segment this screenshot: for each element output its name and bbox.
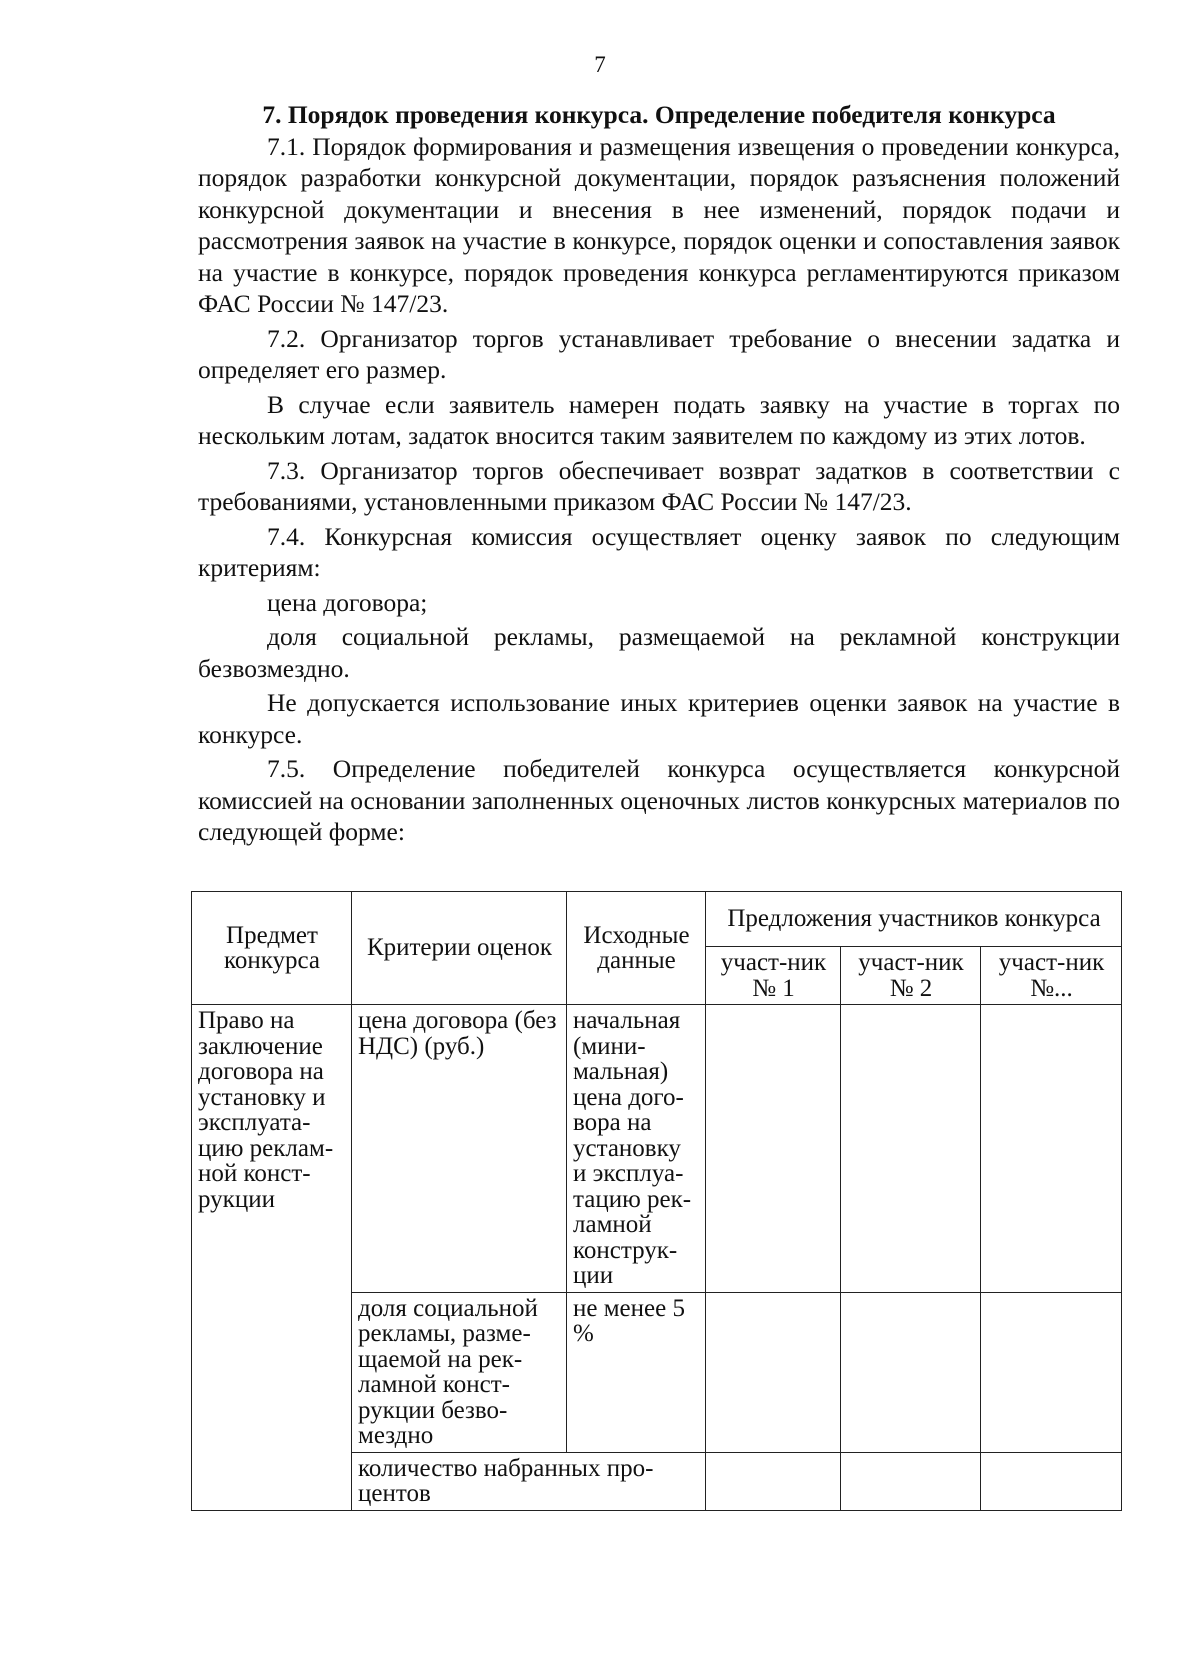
participant-1-cell <box>706 1005 841 1293</box>
paragraph-7-5: 7.5. Определение победителей конкурса осуществляется конкурсной комиссией на основании заполненных оценочных листов конкурсных материалов по следующей форме: <box>198 754 1120 846</box>
participant-n-cell <box>981 1292 1122 1452</box>
criterion-cell: цена договора (без НДС) (руб.) <box>352 1005 567 1293</box>
header-participant-1: участ-ник № 1 <box>706 947 841 1005</box>
paragraph-no-other-criteria: Не допускается использование иных критериев оценки заявок на участие в конкурсе. <box>198 688 1120 749</box>
section-heading: 7. Порядок проведения конкурса. Определение победителя конкурса <box>262 100 1056 129</box>
participant-1-cell <box>706 1452 841 1510</box>
participant-n-cell <box>981 1452 1122 1510</box>
paragraph-7-3: 7.3. Организатор торгов обеспечивает возврат задатков в соответствии с требованиями, установленными приказом ФАС России № 147/23. <box>198 455 1120 516</box>
header-criteria: Критерии оценок <box>352 892 567 1005</box>
criterion-cell: количество набранных про-центов <box>352 1452 706 1510</box>
criterion-price: цена договора; <box>267 587 428 617</box>
participant-1-cell <box>706 1292 841 1452</box>
subject-cell: Право на заключение договора на установку и эксплуата-цию реклам-ной конст-рукции <box>192 1005 352 1511</box>
criterion-social-ads: доля социальной рекламы, размещаемой на рекламной конструкции безвозмездно. <box>198 622 1120 683</box>
paragraph-7-4: 7.4. Конкурсная комиссия осуществляет оценку заявок по следующим критериям: <box>198 521 1120 582</box>
participant-2-cell <box>841 1452 981 1510</box>
header-initial-data: Исходные данные <box>567 892 706 1005</box>
document-body <box>198 99 1120 848</box>
header-subject: Предмет конкурса <box>192 892 352 1005</box>
initial-data-cell: начальная (мини-мальная) цена дого-вора на установку и эксплуа-тацию рек-ламной конструк-ции <box>567 1005 706 1293</box>
paragraph-7-2: 7.2. Организатор торгов устанавливает требование о внесении задатка и определяет его размер. <box>198 323 1120 384</box>
paragraph-7-1: 7.1. Порядок формирования и размещения извещения о проведении конкурса, порядок разработки конкурсной документации, порядок разъяснения положений конкурсной документации и внесения в нее изменений, порядок подачи и рассмотрения заявок на участие в конкурсе, порядок оценки и сопоставления заявок на участие в конкурсе, порядок проведения конкурса регламентируются приказом ФАС России № 147/23. <box>198 131 1120 318</box>
participant-2-cell <box>841 1292 981 1452</box>
page-number: 7 <box>594 52 606 77</box>
header-proposals: Предложения участников конкурса <box>706 892 1122 947</box>
criterion-cell: доля социальной рекламы, разме-щаемой на рек-ламной конст-рукции безво-мездно <box>352 1292 567 1452</box>
initial-data-cell: не менее 5 % <box>567 1292 706 1452</box>
table-header-row <box>192 892 1122 947</box>
evaluation-table <box>191 891 1122 1511</box>
table-row <box>192 1005 1122 1293</box>
header-participant-2: участ-ник № 2 <box>841 947 981 1005</box>
header-participant-n: участ-ник №... <box>981 947 1122 1005</box>
participant-2-cell <box>841 1005 981 1293</box>
paragraph-deposit-lots: В случае если заявитель намерен подать заявку на участие в торгах по нескольким лотам, задаток вносится таким заявителем по каждому из этих лотов. <box>198 389 1120 450</box>
participant-n-cell <box>981 1005 1122 1293</box>
